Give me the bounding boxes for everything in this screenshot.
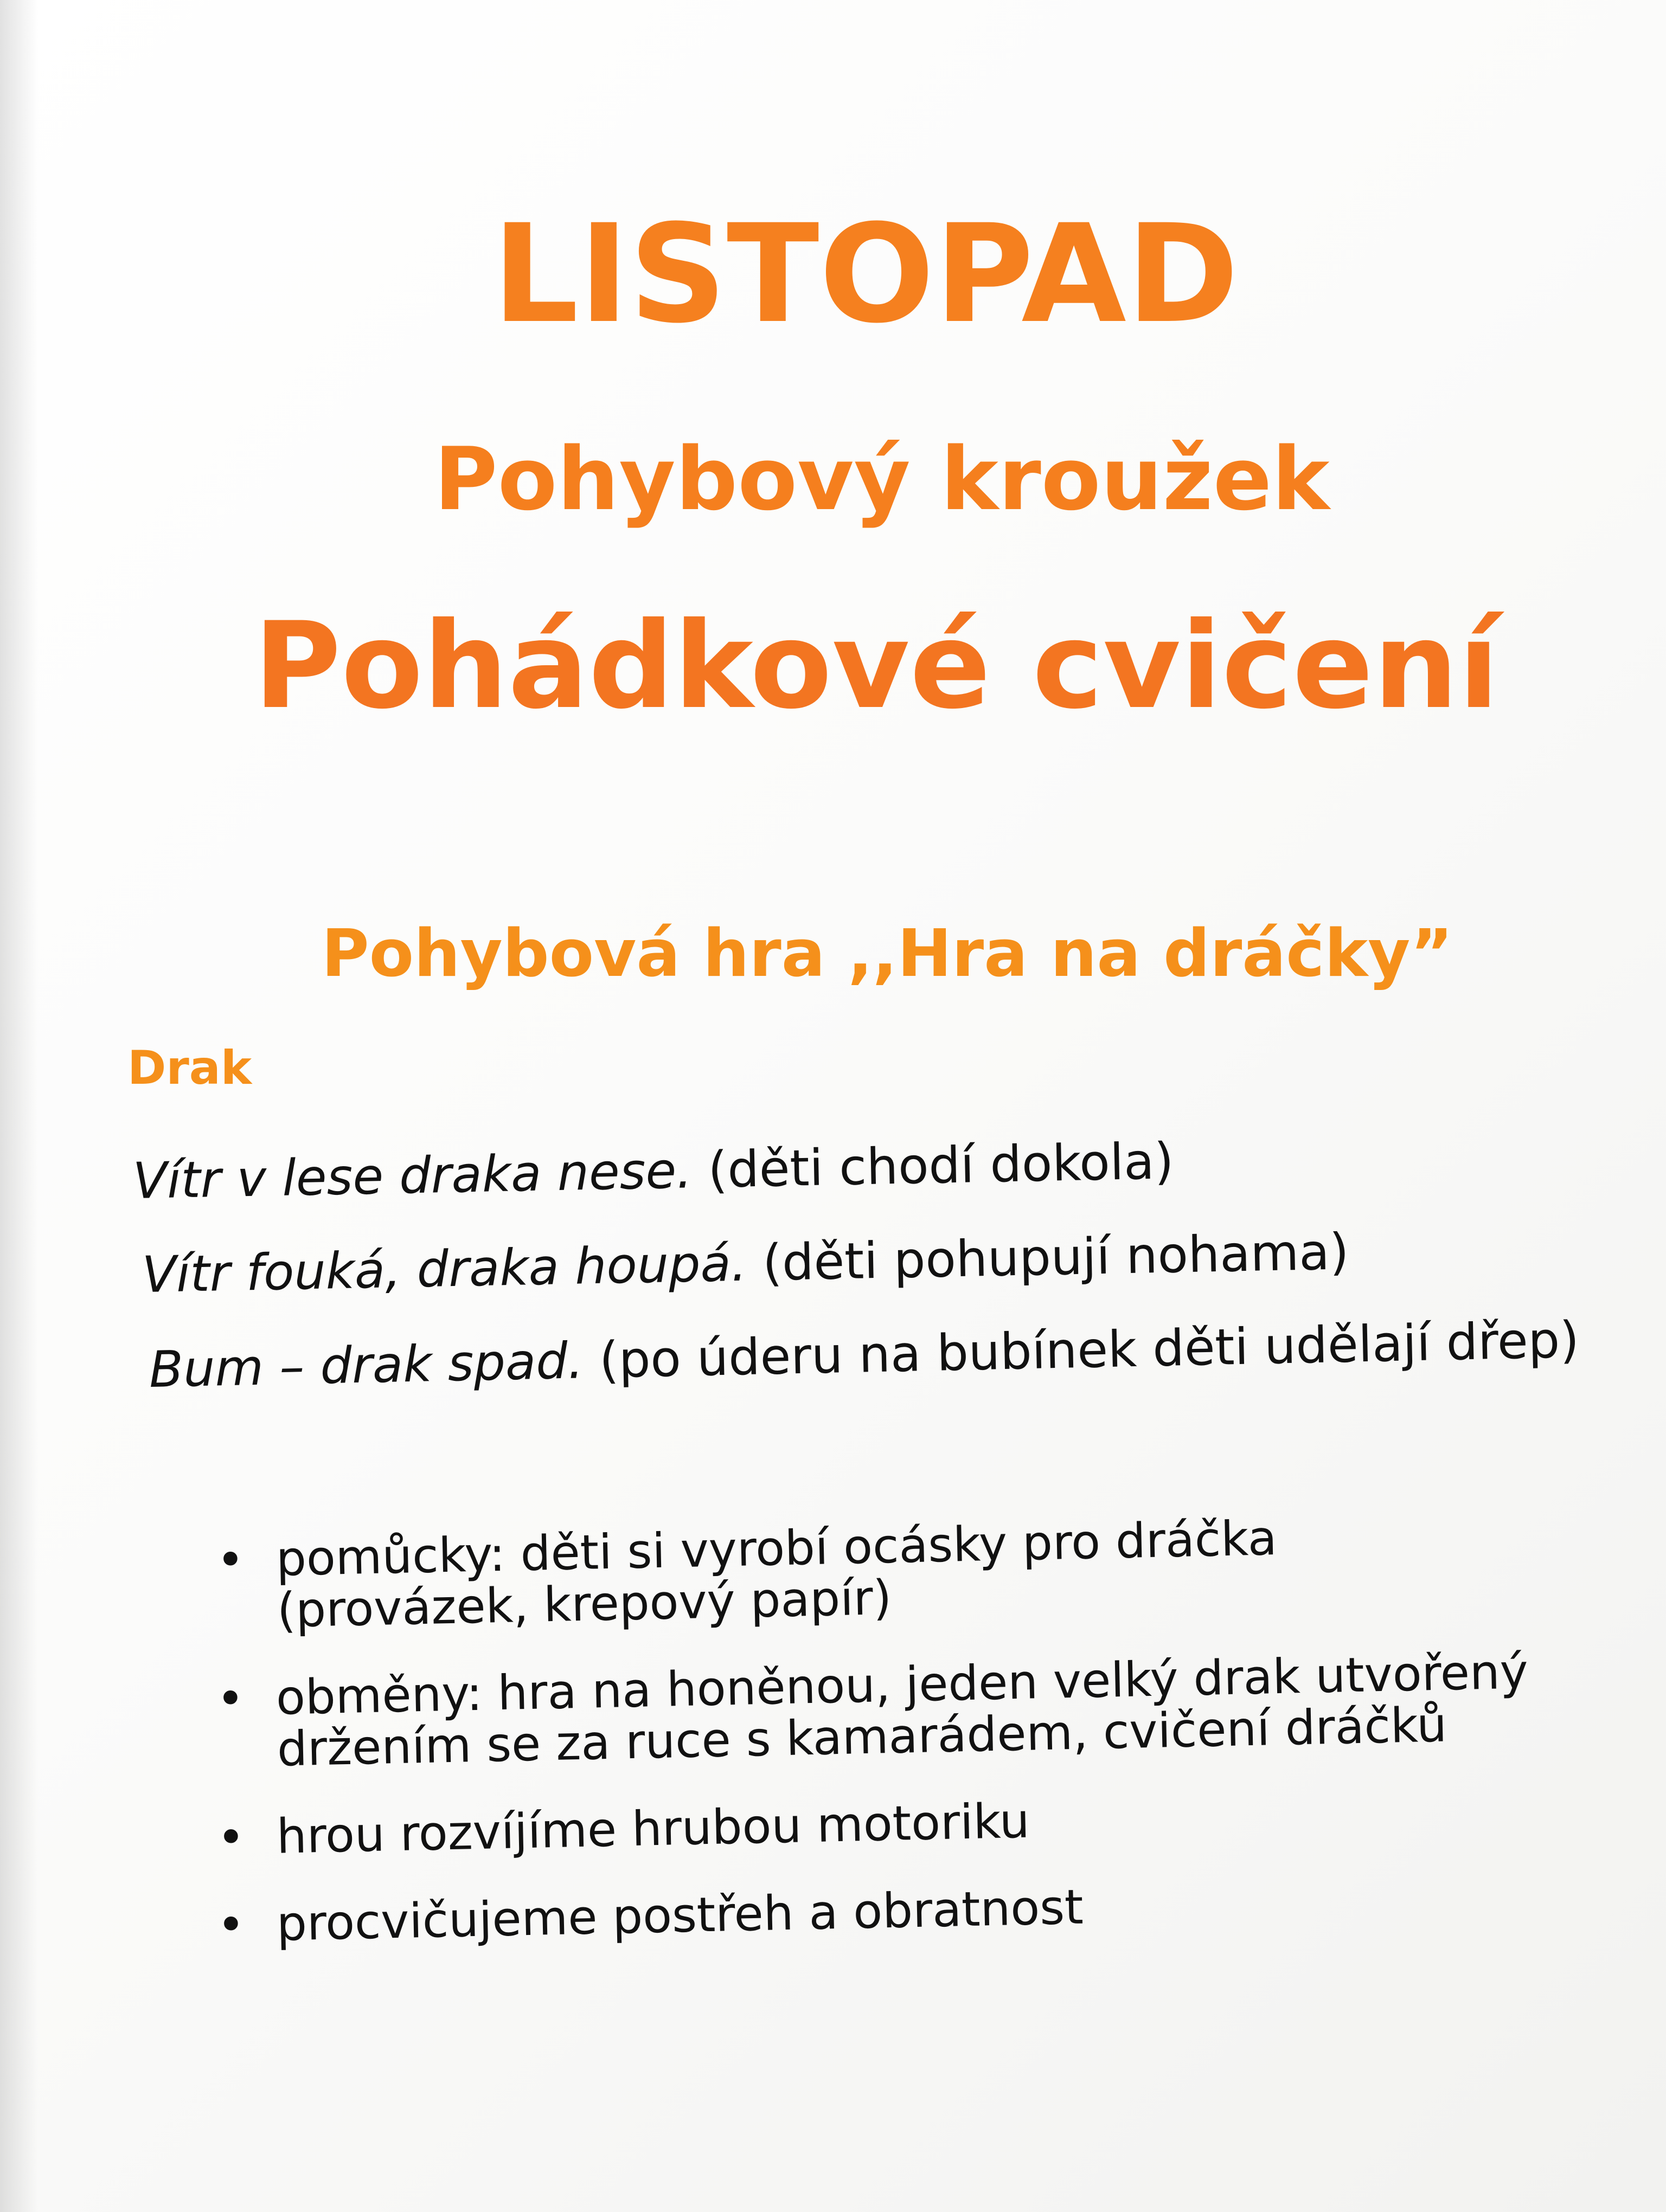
notes-list — [215, 1510, 1529, 1986]
list-item — [216, 1784, 1529, 1866]
poem-line-text: Vítr fouká, draka houpá. — [141, 1234, 748, 1304]
bullet-icon: • — [215, 1670, 245, 1727]
bullet-icon: • — [215, 1531, 245, 1588]
club-title: Pohybový kroužek — [434, 428, 1330, 530]
poem-line-note: (po úderu na bubínek děti udělají dřep) — [598, 1310, 1580, 1390]
poem-line-note: (děti chodí dokola) — [707, 1132, 1175, 1199]
theme-title: Pohádkové cvičení — [253, 596, 1500, 735]
poem-line-text: Bum – drak spad. — [148, 1332, 584, 1399]
list-item — [216, 1872, 1529, 1951]
bullet-icon: • — [216, 1896, 246, 1953]
list-item-text: hrou rozvíjíme hrubou motoriku — [275, 1792, 1030, 1864]
game-title: Pohybová hra ,,Hra na dráčky” — [321, 916, 1453, 992]
poem-line-note: (děti pohupují nohama) — [762, 1223, 1350, 1293]
bullet-icon: • — [216, 1809, 246, 1866]
list-item — [216, 1645, 1530, 1776]
poem-label: Drak — [127, 1041, 252, 1095]
list-item-text: pomůcky: děti si vyrobí ocásky pro dráčka (provázek, krepový papír) — [275, 1510, 1278, 1638]
month-title: LISTOPAD — [492, 195, 1239, 353]
list-item-text: procvičujeme postřeh a obratnost — [275, 1879, 1084, 1952]
poem-line-text: Vítr v lese draka nese. — [132, 1141, 693, 1210]
list-item-text: obměny: hra na honěnou, jeden velký drak utvořený držením se za ruce s kamarádem, cvičení dráčků — [275, 1643, 1529, 1777]
